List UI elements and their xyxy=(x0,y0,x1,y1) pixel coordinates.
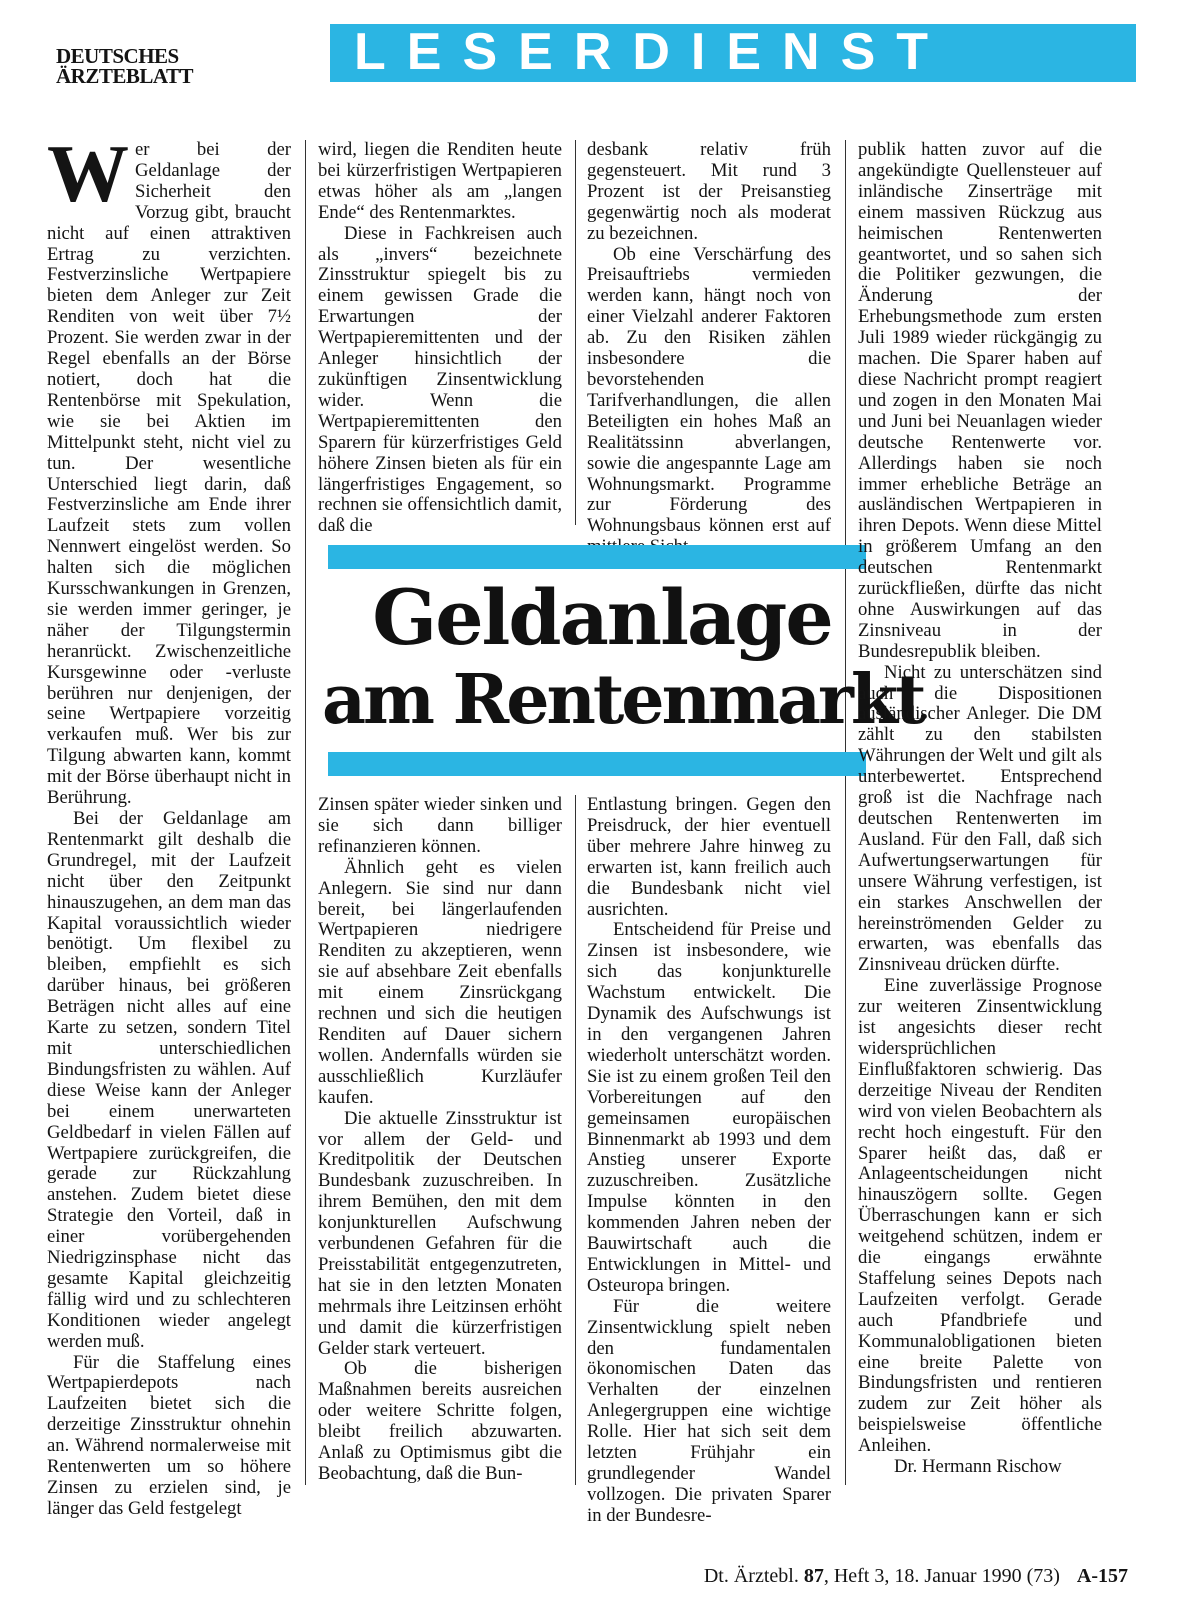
article-paragraph: wird, liegen die Renditen heute bei kürzerfristigen Wertpapieren etwas höher als am „langen Ende“ des Rentenmarktes. xyxy=(318,139,562,223)
section-title: LESERDIENST xyxy=(354,23,950,81)
citation-volume: 87 xyxy=(803,1565,824,1587)
article-paragraph: Eine zuverlässige Prognose zur weiteren Zinsentwicklung ist angesichts dieser recht widersprüchlichen Einflußfaktoren schwierig. Das derzeitige Niveau der Renditen wird von vielen Beobachtern als recht hoch eingestuft. Für den Sparer heißt das, daß er Anlageentscheidungen nicht hinauszögern sollte. Gegen Überraschungen kann er sich weitgehend schützen, indem er die eingangs erwähnte Staffelung seines Depots nach Laufzeiten verfolgt. Gerade auch Pfandbriefe und Kommunalobligationen bieten eine breite Palette von Bindungsfristen und rentieren zudem zur Zeit höher als beispielsweise öffentliche Anleihen. xyxy=(858,975,1102,1457)
article-paragraph: Wer bei der Geldanlage der Sicherheit den Vorzug gibt, braucht nicht auf einen attraktiven Ertrag zu verzichten. Festverzinsliche Wertpapiere bieten dem Anleger zur Zeit Renditen von weit über 7½ Prozent. Sie werden zwar in der Regel ebenfalls an der Börse notiert, doch hat die Rentenbörse mit Spekulation, wie sie bei Aktien im Mittelpunkt steht, nicht viel zu tun. Der wesentliche Unterschied liegt darin, daß Festverzinsliche am Ende ihrer Laufzeit stets zum vollen Nennwert eingelöst werden. So halten sich die möglichen Kursschwankungen in Grenzen, sie werden immer geringer, je näher der Tilgungstermin heranrückt. Zwischenzeitliche Kursgewinne oder -verluste berühren nur denjenigen, der seine Wertpapiere vorzeitig verkaufen muß. Wer bis zur Tilgung abwarten kann, kommt mit der Börse überhaupt nicht in Berührung. xyxy=(47,128,291,809)
headline-line-2: am Rentenmarkt xyxy=(322,660,924,740)
headline-bar-top xyxy=(328,545,866,569)
masthead-line-1: DEUTSCHES xyxy=(56,44,179,68)
article-column-3-top xyxy=(587,140,831,558)
section-banner xyxy=(330,24,1136,82)
article-paragraph: publik hatten zuvor auf die angekündigte Quellensteuer auf inländische Zinserträge mit einem massiven Rückzug aus heimischen Rentenwerten geantwortet, und so sahen sich die Politiker gezwungen, die Änderung der Erhebungsmethode zum ersten Juli 1989 wieder rückgängig zu machen. Die Sparer haben auf diese Nachricht prompt reagiert und zogen in den Monaten Mai und Juni bei Neuanlagen wieder deutsche Rentenwerte vor. Allerdings haben sie noch immer erhebliche Beträge an ausländischen Wertpapieren in ihren Depots. Wenn diese Mittel in größerem Umfang an den deutschen Rentenmarkt zurückfließen, dürfte das nicht ohne Auswirkungen auf das Zinsniveau in der Bundesrepublik bleiben. xyxy=(858,139,1102,662)
masthead-logo xyxy=(56,46,236,86)
article-paragraph: Die aktuelle Zinsstruktur ist vor allem der Geld- und Kreditpolitik der Deutschen Bundesbank zuzuschreiben. In ihrem Bemühen, den mit dem konjunkturellen Aufschwung verbundenen Gefahren für die Preisstabilität entgegenzutreten, hat sie in den letzten Monaten mehrmals ihre Leitzinsen erhöht und damit die kürzerfristigen Gelder stark verteuert. xyxy=(318,1107,562,1359)
article-paragraph: Zinsen später wieder sinken und sie sich dann billiger refinanzieren können. xyxy=(318,794,562,857)
masthead-line-2: ÄRZTEBLATT xyxy=(56,64,193,88)
page-number: A-157 xyxy=(1076,1565,1128,1587)
article-paragraph: Für die Staffelung eines Wertpapierdepots nach Laufzeiten bietet sich die derzeitige Zinsstruktur ohnehin an. Während normalerweise mit Rentenwerten um so höhere Zinsen zu erzielen sind, je länger das Geld festgelegt xyxy=(47,1351,291,1519)
article-paragraph: Ähnlich geht es vielen Anlegern. Sie sind nur dann bereit, bei längerlaufenden Wertpapieren niedrigere Renditen zu akzeptieren, wenn sie auf absehbare Zeit ebenfalls mit einem Zinsrückgang rechnen und sich die heutigen Renditen auf Dauer sichern wollen. Andernfalls würden sie ausschließlich Kurzläufer kaufen. xyxy=(318,856,562,1108)
citation-prefix: Dt. Ärztebl. xyxy=(703,1565,799,1587)
article-paragraph: Ob die bisherigen Maßnahmen bereits ausreichen oder weitere Schritte folgen, bleibt freilich abzuwarten. Anlaß zu Optimismus gibt die Beobachtung, daß die Bun- xyxy=(318,1358,562,1484)
headline-bar-bottom xyxy=(328,752,866,776)
article-column-2-top xyxy=(318,140,562,537)
author-signature: Dr. Hermann Rischow xyxy=(894,1456,1062,1478)
column-rule xyxy=(305,140,306,1485)
column-rule xyxy=(575,795,576,1485)
article-column-2-bottom xyxy=(318,795,562,1485)
headline-line-1: Geldanlage xyxy=(372,573,832,662)
column-rule xyxy=(845,140,846,1485)
article-paragraph: Entlastung bringen. Gegen den Preisdruck, der hier eventuell über mehrere Jahre hinweg zu erwarten ist, kann freilich auch die Bundesbank nicht viel ausrichten. xyxy=(587,794,831,920)
article-paragraph: Nicht zu unterschätzen sind auch die Dispositionen ausländischer Anleger. Die DM zählt zu den stabilsten Währungen der Welt und gilt als unterbewertet. Entsprechend groß ist die Nachfrage nach deutschen Rentenwerten im Ausland. Für den Fall, daß sich Aufwertungserwartungen für unsere Währung verfestigen, ist ein starkes Anschwellen der hereinströmenden Gelder zu erwarten, was ebenfalls das Zinsniveau drücken dürfte. xyxy=(858,661,1102,976)
article-column-3-bottom xyxy=(587,795,831,1527)
page-footer xyxy=(704,1565,1128,1588)
article-paragraph: Für die weitere Zinsentwicklung spielt neben den fundamentalen ökonomischen Daten das Verhalten der einzelnen Anlegergruppen eine wichtige Rolle. Hier hat sich seit dem letzten Frühjahr ein grundlegender Wandel vollzogen. Die privaten Sparer in der Bundesre- xyxy=(587,1295,831,1526)
headline xyxy=(322,573,924,740)
article-paragraph: Ob eine Verschärfung des Preisauftriebs vermieden werden kann, hängt noch von einer Vielzahl anderer Faktoren ab. Zu den Risiken zählen insbesondere die bevorstehenden Tarifverhandlungen, die allen Beteiligten ein hohes Maß an Realitätssinn abverlangen, sowie die angespannte Lage am Wohnungsmarkt. Programme zur Förderung des Wohnungsbaus können erst auf xyxy=(587,243,831,537)
drop-cap: W xyxy=(47,128,129,219)
article-paragraph: Entscheidend für Preise und Zinsen ist insbesondere, wie sich das konjunkturelle Wachstum entwickelt. Die Dynamik des Aufschwungs ist in den vergangenen Jahren wiederholt unterschätzt worden. Sie ist zu einem großen Teil den Vorbereitungen auf den gemeinsamen europäischen Binnenmarkt ab 1993 und dem Anstieg unserer Exporte zuzuschreiben. Zusätzliche Impulse könnten in den kommenden Jahren neben der Bauwirtschaft auch die Entwicklungen in Mittel- und Osteuropa bringen. xyxy=(587,919,831,1296)
column-rule xyxy=(575,140,576,525)
article-paragraph: Bei der Geldanlage am Rentenmarkt gilt deshalb die Grundregel, mit der Laufzeit nicht über den Zeitpunkt hinauszugehen, an dem man das Kapital voraussichtlich wieder benötigt. Um flexibel zu bleiben, empfiehlt es sich darüber hinaus, bei größeren Beträgen nicht alles auf eine Karte zu setzen, sondern Titel mit unterschiedlichen Bindungsfristen zu wählen. Auf diese Weise kann der Anleger bei einem unerwarteten Geldbedarf in vielen Fällen auf Wertpapiere zurückgreifen, die gerade zur Rückzahlung anstehen. Zudem bietet diese Strategie den Vorteil, daß in einer vorübergehenden Niedrigzinsphase nicht das gesamte Kapital gleichzeitig fällig wird und zu schlechteren Konditionen wieder angelegt werden muß. xyxy=(47,808,291,1352)
article-paragraph: Diese in Fachkreisen auch als „invers“ bezeichnete Zinsstruktur spiegelt bis zu einem gewissen Grade die Erwartungen der Wertpapieremittenten und der Anleger hinsichtlich der zukünftigen Zinsentwicklung wider. Wenn die Wertpapieremittenten den Sparern für kürzerfristiges Geld höhere Zinsen bieten als für ein längerfristiges Engagement, so rechnen sie offensichtlich damit, daß die xyxy=(318,222,562,537)
article-paragraph: desbank relativ früh gegensteuert. Mit rund 3 Prozent ist der Preisanstieg gegenwärtig noch als moderat zu bezeichnen. xyxy=(587,139,831,244)
article-column-1 xyxy=(47,128,291,1520)
article-column-4 xyxy=(858,140,1102,1478)
citation-suffix: , Heft 3, 18. Januar 1990 (73) xyxy=(823,1565,1060,1587)
